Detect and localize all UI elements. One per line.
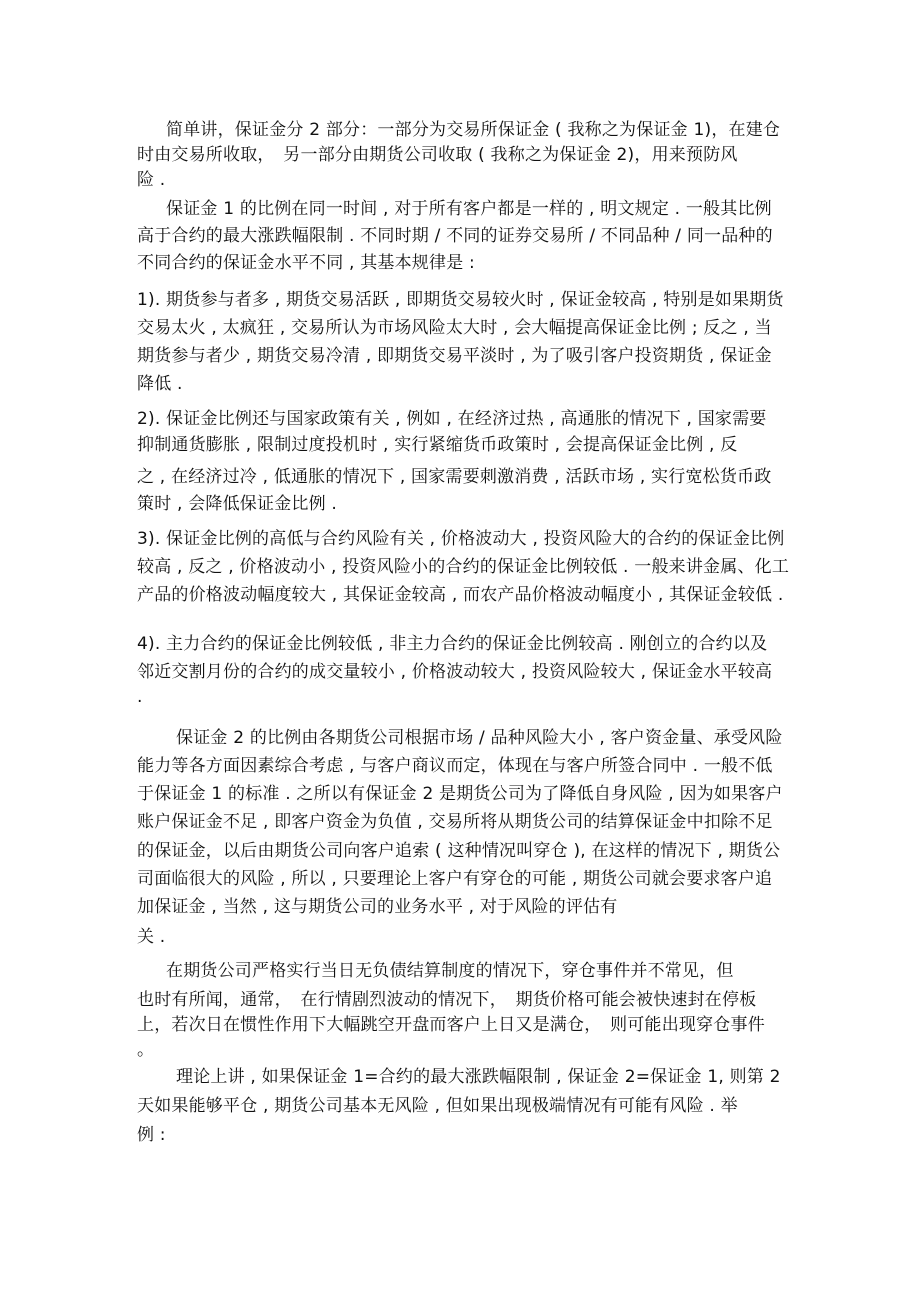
text-line: 例 : [137, 1125, 166, 1145]
text-line: 期货参与者少 , 期货交易冷清 , 即期货交易平淡时 , 为了吸引客户投资期货 , 保证金 [137, 346, 772, 366]
text-line: 。 [137, 1040, 155, 1060]
text-line: 也时有所闻，通常， 在行情剧烈波动的情况下， 期货价格可能会被快速封在停板 [137, 990, 757, 1010]
text-line: 4). 主力合约的保证金比例较低 , 非主力合约的保证金比例较高 . 刚创立的合约以及 [137, 634, 768, 654]
text-line: 上，若次日在惯性作用下大幅跳空开盘而客户上日又是满仓， 则可能出现穿仓事件 [137, 1015, 765, 1035]
text-line: 能力等各方面因素综合考虑 , 与客户商议而定，体现在与客户所签合同中 . 一般不低 [137, 756, 773, 776]
text-line: . [137, 687, 143, 707]
text-line: 天如果能够平仓 , 期货公司基本无风险 , 但如果出现极端情况有可能有风险 . 举 [137, 1096, 738, 1116]
text-line: 不同合约的保证金水平不同 , 其基本规律是 : [137, 253, 475, 273]
text-line: 在期货公司严格实行当日无负债结算制度的情况下，穿仓事件并不常见，但 [166, 961, 734, 981]
text-line: 账户保证金不足 , 即客户资金为负值 , 交易所将从期货公司的结算保证金中扣除不足 [137, 812, 773, 832]
text-line: 2). 保证金比例还与国家政策有关 , 例如 , 在经济过热 , 高通胀的情况下 , 国家需要 [137, 409, 767, 429]
text-line: 1). 期货参与者多 , 期货交易活跃 , 即期货交易较火时 , 保证金较高 , 特别是如果期货 [137, 290, 784, 310]
text-line: 策时 , 会降低保证金比例 . [137, 494, 338, 514]
text-line: 抑制通货膨胀 , 限制过度投机时 , 实行紧缩货币政策时 , 会提高保证金比例 , 反 [137, 435, 738, 455]
text-line: 3). 保证金比例的高低与合约风险有关 , 价格波动大 , 投资风险大的合约的保证金比例 [137, 529, 785, 549]
text-line: 保证金 1 的比例在同一时间 , 对于所有客户都是一样的 , 明文规定 . 一般其比例 [166, 199, 772, 219]
text-line: 司面临很大的风险 , 所以 , 只要理论上客户有穿仓的可能 , 期货公司就会要求客户追 [137, 869, 773, 889]
text-line: 于保证金 1 的标准 . 之所以有保证金 2 是期货公司为了降低自身风险 , 因为如果客户 [137, 784, 783, 804]
text-line: 之 , 在经济过冷 , 低通胀的情况下 , 国家需要刺激消费 , 活跃市场 , 实行宽松货币政 [137, 467, 772, 487]
text-line: 加保证金 , 当然 , 这与期货公司的业务水平 , 对于风险的评估有 [137, 897, 618, 917]
text-line: 较高 , 反之 , 价格波动小 , 投资风险小的合约的保证金比例较低 . 一般来讲金属、化工 [137, 557, 790, 577]
text-line: 产品的价格波动幅度较大 , 其保证金较高 , 而农产品价格波动幅度小 , 其保证金较低 . [137, 585, 784, 605]
text-line: 交易太火 , 太疯狂 , 交易所认为市场风险太大时 , 会大幅提高保证金比例 ; 反之 , 当 [137, 318, 772, 338]
text-line: 理论上讲 , 如果保证金 1=合约的最大涨跌幅限制 , 保证金 2=保证金 1, 则第 2 [176, 1067, 781, 1087]
text-line: 险 . [137, 170, 166, 190]
text-line: 关 . [137, 927, 166, 947]
text-line: 邻近交割月份的合约的成交量较小 , 价格波动较大 , 投资风险较大 , 保证金水平较高 [137, 662, 773, 682]
text-line: 时由交易所收取， 另一部分由期货公司收取 ( 我称之为保证金 2)，用来预防风 [137, 145, 738, 165]
text-line: 简单讲，保证金分 2 部分：一部分为交易所保证金 ( 我称之为保证金 1)，在建仓 [166, 120, 781, 140]
text-line: 降低 . [137, 374, 183, 394]
text-line: 高于合约的最大涨跌幅限制 . 不同时期 / 不同的证券交易所 / 不同品种 / 同一品种的 [137, 226, 773, 246]
text-line: 保证金 2 的比例由各期货公司根据市场 / 品种风险大小 , 客户资金量、承受风险 [176, 728, 783, 748]
text-line: 的保证金，以后由期货公司向客户追索 ( 这种情况叫穿仓 ), 在这样的情况下 , 期货公 [137, 841, 781, 861]
